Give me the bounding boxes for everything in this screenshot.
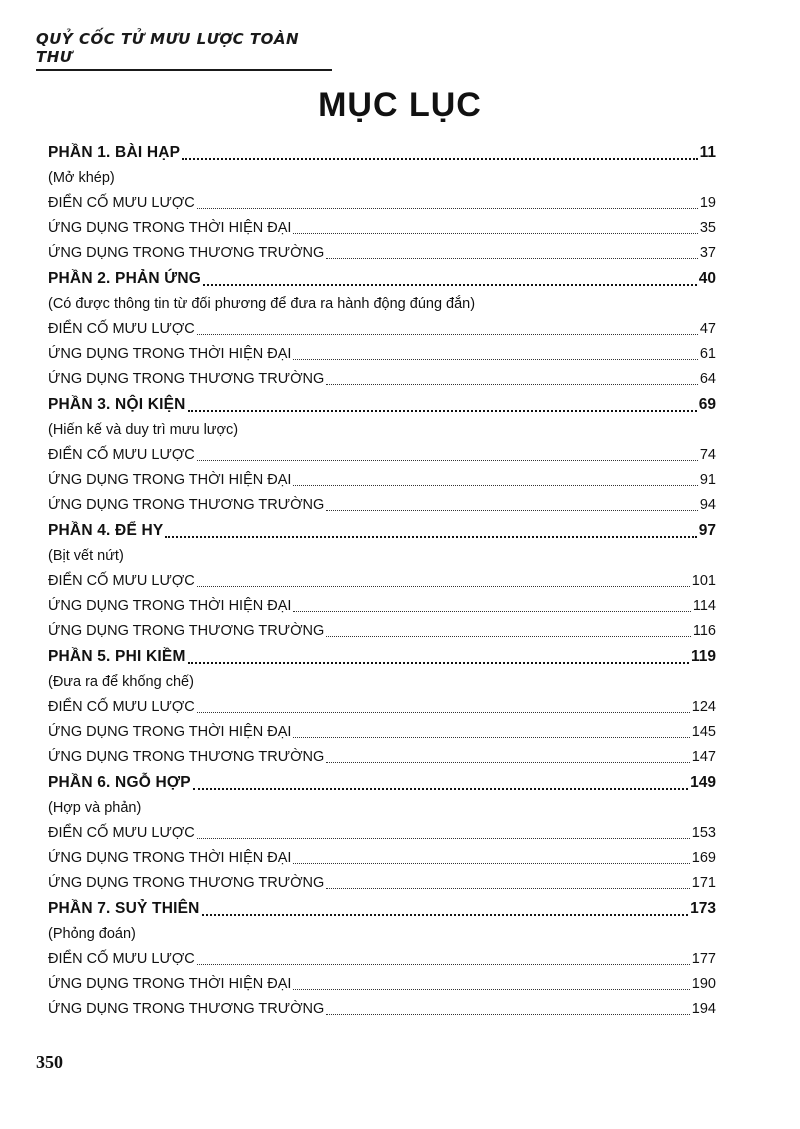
entry-label: ỨNG DỤNG TRONG THỜI HIỆN ĐẠI <box>48 220 292 236</box>
entry-page-number: 116 <box>692 623 716 639</box>
part-page-number: 69 <box>698 396 716 413</box>
entry-page-number: 114 <box>692 598 716 614</box>
entry-label: ỨNG DỤNG TRONG THỜI HIỆN ĐẠI <box>48 346 292 362</box>
toc-part-heading <box>48 140 716 166</box>
part-title: PHẦN 5. PHI KIỀM <box>48 648 186 665</box>
toc-entry <box>48 443 716 468</box>
dot-leader <box>293 609 690 612</box>
dot-leader <box>197 584 690 587</box>
toc-entry <box>48 997 716 1022</box>
entry-page-number: 171 <box>691 875 716 891</box>
entry-page-number: 194 <box>691 1001 716 1017</box>
toc-entry <box>48 846 716 871</box>
toc-entry <box>48 342 716 367</box>
entry-page-number: 147 <box>691 749 716 765</box>
toc-entry <box>48 468 716 493</box>
part-subtitle: (Phỏng đoán) <box>48 926 136 942</box>
toc-entry <box>48 871 716 896</box>
entry-label: ĐIỂN CỐ MƯU LƯỢC <box>48 321 195 337</box>
dot-leader <box>293 483 697 486</box>
part-title: PHẦN 7. SUỶ THIÊN <box>48 900 200 917</box>
toc-entry <box>48 821 716 846</box>
toc-entry <box>48 493 716 518</box>
toc-entry <box>48 317 716 342</box>
dot-leader <box>293 735 689 738</box>
dot-leader <box>326 382 698 385</box>
toc-entry <box>48 367 716 392</box>
entry-page-number: 91 <box>699 472 716 488</box>
dot-leader <box>188 408 697 412</box>
entry-label: ĐIỂN CỐ MƯU LƯỢC <box>48 195 195 211</box>
entry-label: ĐIỂN CỐ MƯU LƯỢC <box>48 447 195 463</box>
part-subtitle: (Hợp và phản) <box>48 800 142 816</box>
dot-leader <box>197 962 690 965</box>
entry-label: ỨNG DỤNG TRONG THỜI HIỆN ĐẠI <box>48 472 292 488</box>
part-page-number: 11 <box>699 144 716 161</box>
entry-page-number: 190 <box>691 976 716 992</box>
toc-entry <box>48 720 716 745</box>
part-title: PHẦN 6. NGỖ HỢP <box>48 774 191 791</box>
toc-part-heading <box>48 518 716 544</box>
entry-page-number: 37 <box>699 245 716 261</box>
entry-page-number: 177 <box>691 951 716 967</box>
toc-part-2 <box>48 266 716 392</box>
part-title: PHẦN 4. ĐỂ HY <box>48 522 164 539</box>
entry-label: ỨNG DỤNG TRONG THƯƠNG TRƯỜNG <box>48 749 325 765</box>
entry-page-number: 74 <box>699 447 716 463</box>
toc-part-heading <box>48 392 716 418</box>
toc-part-7 <box>48 896 716 1022</box>
dot-leader <box>293 987 689 990</box>
entry-label: ỨNG DỤNG TRONG THƯƠNG TRƯỜNG <box>48 497 325 513</box>
running-header-rule <box>36 69 332 71</box>
dot-leader <box>197 836 690 839</box>
entry-label: ỨNG DỤNG TRONG THƯƠNG TRƯỜNG <box>48 371 325 387</box>
entry-label: ĐIỂN CỐ MƯU LƯỢC <box>48 699 195 715</box>
dot-leader <box>197 710 690 713</box>
page-number: 350 <box>36 1052 63 1072</box>
entry-label: ỨNG DỤNG TRONG THỜI HIỆN ĐẠI <box>48 724 292 740</box>
toc-part-heading <box>48 266 716 292</box>
entry-label: ỨNG DỤNG TRONG THƯƠNG TRƯỜNG <box>48 245 325 261</box>
entry-page-number: 94 <box>699 497 716 513</box>
toc-part-heading <box>48 770 716 796</box>
part-title: PHẦN 2. PHẢN ỨNG <box>48 270 201 287</box>
toc-part-heading <box>48 896 716 922</box>
dot-leader <box>182 156 697 160</box>
entry-label: ỨNG DỤNG TRONG THỜI HIỆN ĐẠI <box>48 976 292 992</box>
toc-entry <box>48 569 716 594</box>
part-subtitle: (Mở khép) <box>48 170 115 186</box>
toc-part-6 <box>48 770 716 896</box>
dot-leader <box>326 760 689 763</box>
dot-leader <box>326 634 691 637</box>
entry-label: ĐIỂN CỐ MƯU LƯỢC <box>48 573 195 589</box>
entry-page-number: 101 <box>691 573 716 589</box>
part-page-number: 149 <box>690 774 716 791</box>
toc-part-3 <box>48 392 716 518</box>
dot-leader <box>326 1012 689 1015</box>
entry-page-number: 145 <box>691 724 716 740</box>
toc-entry <box>48 241 716 266</box>
toc-entry <box>48 972 716 997</box>
part-title: PHẦN 1. BÀI HẠP <box>48 144 181 161</box>
part-page-number: 173 <box>690 900 716 917</box>
entry-page-number: 19 <box>699 195 716 211</box>
part-subtitle: (Bịt vết nứt) <box>48 548 124 564</box>
entry-label: ỨNG DỤNG TRONG THỜI HIỆN ĐẠI <box>48 850 292 866</box>
dot-leader <box>326 886 689 889</box>
running-header-title: QUỶ CỐC TỬ MƯU LƯỢC TOÀN THƯ <box>36 30 300 66</box>
toc-entry <box>48 594 716 619</box>
entry-label: ĐIỂN CỐ MƯU LƯỢC <box>48 825 195 841</box>
entry-label: ỨNG DỤNG TRONG THƯƠNG TRƯỜNG <box>48 623 325 639</box>
part-subtitle: (Hiến kế và duy trì mưu lược) <box>48 422 239 438</box>
entry-label: ỨNG DỤNG TRONG THƯƠNG TRƯỜNG <box>48 875 325 891</box>
entry-page-number: 169 <box>691 850 716 866</box>
dot-leader <box>293 861 689 864</box>
toc-entry <box>48 216 716 241</box>
dot-leader <box>188 660 689 664</box>
toc-entry <box>48 947 716 972</box>
dot-leader <box>293 357 697 360</box>
part-page-number: 119 <box>690 648 716 665</box>
toc-part-1 <box>48 140 716 266</box>
entry-label: ĐIỂN CỐ MƯU LƯỢC <box>48 951 195 967</box>
dot-leader <box>197 206 698 209</box>
toc-part-5 <box>48 644 716 770</box>
dot-leader <box>326 256 698 259</box>
toc-part-heading <box>48 644 716 670</box>
part-subtitle: (Đưa ra để khống chế) <box>48 674 194 690</box>
dot-leader <box>197 458 698 461</box>
part-page-number: 97 <box>698 522 716 539</box>
dot-leader <box>165 534 696 538</box>
toc-entry <box>48 191 716 216</box>
dot-leader <box>202 912 689 916</box>
dot-leader <box>193 786 688 790</box>
toc-entry <box>48 619 716 644</box>
dot-leader <box>293 231 697 234</box>
entry-page-number: 61 <box>699 346 716 362</box>
table-of-contents <box>48 140 716 1022</box>
page-title: MỤC LỤC <box>318 86 482 124</box>
part-page-number: 40 <box>698 270 716 287</box>
entry-page-number: 64 <box>699 371 716 387</box>
entry-label: ỨNG DỤNG TRONG THƯƠNG TRƯỜNG <box>48 1001 325 1017</box>
toc-entry <box>48 695 716 720</box>
toc-entry <box>48 745 716 770</box>
entry-label: ỨNG DỤNG TRONG THỜI HIỆN ĐẠI <box>48 598 292 614</box>
entry-page-number: 124 <box>691 699 716 715</box>
entry-page-number: 153 <box>691 825 716 841</box>
running-header <box>36 30 336 71</box>
toc-part-4 <box>48 518 716 644</box>
dot-leader <box>326 508 698 511</box>
entry-page-number: 35 <box>699 220 716 236</box>
dot-leader <box>197 332 698 335</box>
dot-leader <box>203 282 697 286</box>
part-subtitle: (Có được thông tin từ đối phương để đưa ra hành động đúng đắn) <box>48 296 476 312</box>
entry-page-number: 47 <box>699 321 716 337</box>
part-title: PHẦN 3. NỘI KIỆN <box>48 396 186 413</box>
